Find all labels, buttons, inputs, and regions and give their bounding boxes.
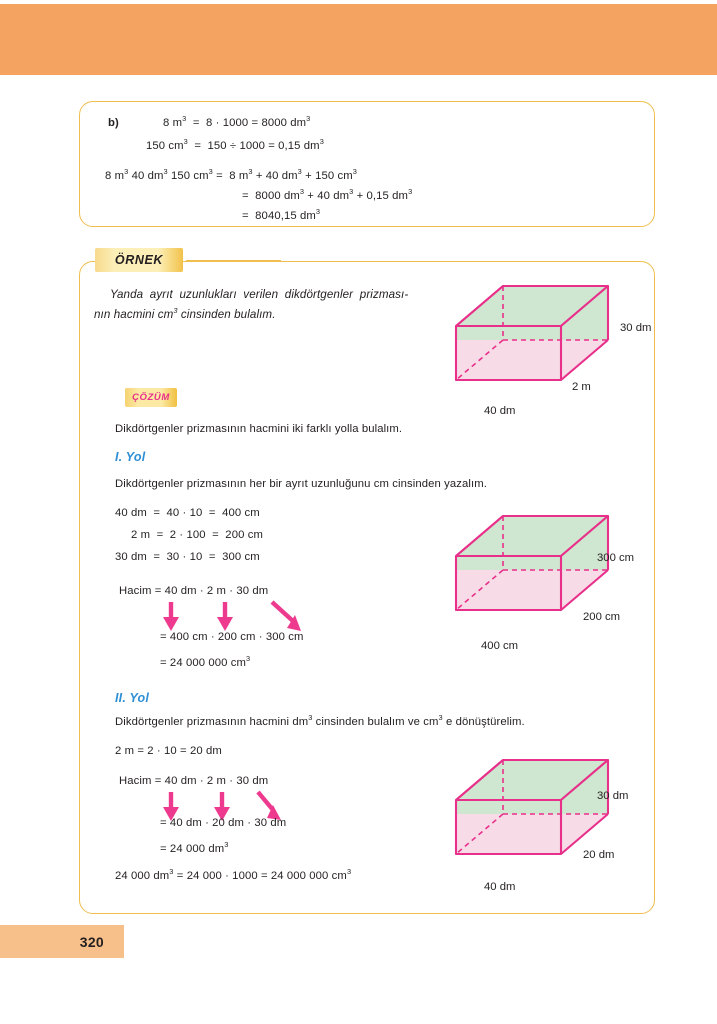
- way2-line-2: Hacim = 40 dm · 2 m · 30 dm: [119, 775, 269, 787]
- part-b-line-2: 150 $cm^3 = 150 \div 1000 = 0,15$ $dm^3$: [146, 137, 324, 152]
- prism-2-width-label: 400 cm: [481, 640, 519, 652]
- prism-figure-1: [448, 278, 658, 408]
- way1-line-2: 2 m = 2 · 100 = 200 cm: [131, 529, 263, 541]
- ornek-badge: ÖRNEK: [95, 248, 183, 272]
- way1-line-6: = 24 000 000 $cm^3$: [160, 654, 251, 669]
- prism-2-height-label: 300 cm: [597, 552, 635, 564]
- prism-1-height-label: 30 dm: [620, 322, 652, 334]
- way2-heading: II. Yol: [115, 691, 150, 705]
- prism-1-width-label: 40 dm: [484, 405, 516, 417]
- prism-2-depth-label: 200 cm: [583, 611, 621, 623]
- way2-line-1: 2 m = 2 · 10 = 20 dm: [115, 745, 222, 757]
- part-b-line-3: 8 $m^3$ 40 $dm^3$ 150 $cm^3 = 8$ $m^3 + 40$ $dm^3 + 150$ $cm^3$: [105, 167, 357, 182]
- way2-line-4: = 24 000 $dm^3$: [160, 840, 229, 855]
- solution-intro: Dikdörtgenler prizmasının hacmini iki farklı yolla bulalım.: [115, 423, 403, 435]
- way1-line-4: Hacim = 40 dm · 2 m · 30 dm: [119, 585, 269, 597]
- way2-intro: Dikdörtgenler prizmasının hacmini $dm^3$ cinsinden bulalım ve $cm^3$ e dönüştürelim.: [115, 713, 525, 728]
- prism-3-height-label: 30 dm: [597, 790, 629, 802]
- prism-1-depth-label: 2 m: [572, 381, 591, 393]
- prism-3-depth-label: 20 dm: [583, 849, 615, 861]
- example-prompt-line-2: nın hacmini $cm^3$ cinsinden bulalım.: [94, 306, 276, 321]
- way1-intro: Dikdörtgenler prizmasının her bir ayrıt uzunluğunu cm cinsinden yazalım.: [115, 478, 488, 490]
- part-b-marker: b): [108, 117, 119, 129]
- way1-heading: I. Yol: [115, 450, 146, 464]
- example-prompt-line-1: Yanda ayrıt uzunlukları verilen dikdörtgenler prizması-: [110, 288, 409, 301]
- way1-line-3: 30 dm = 30 · 10 = 300 cm: [115, 551, 260, 563]
- way1-line-5: = 400 cm · 200 cm · 300 cm: [160, 631, 304, 643]
- way1-line-1: 40 dm = 40 · 10 = 400 cm: [115, 507, 260, 519]
- prism-figure-2: [448, 508, 658, 643]
- way2-line-5: 24 000 $dm^3 = 24$ 000 · 1000 = 24 000 000 $cm^3$: [115, 867, 352, 882]
- prism-figure-3: [448, 752, 658, 887]
- part-b-line-1: 8 $m^3 = 8 \cdot 1000 = 8000$ $dm^3$: [163, 114, 311, 129]
- prism-3-width-label: 40 dm: [484, 881, 516, 893]
- cozum-badge: ÇÖZÜM: [125, 388, 177, 407]
- part-b-line-5: = 8040,15 $dm^3$: [242, 207, 321, 222]
- page-number: 320: [79, 933, 104, 950]
- page-header-bar: [0, 4, 717, 75]
- way2-line-3: = 40 dm · 20 dm · 30 dm: [160, 817, 287, 829]
- part-b-line-4: = 8000 $dm^3 + 40$ $dm^3 + 0,15$ $dm^3$: [242, 187, 413, 202]
- ornek-badge-rule: [186, 260, 281, 261]
